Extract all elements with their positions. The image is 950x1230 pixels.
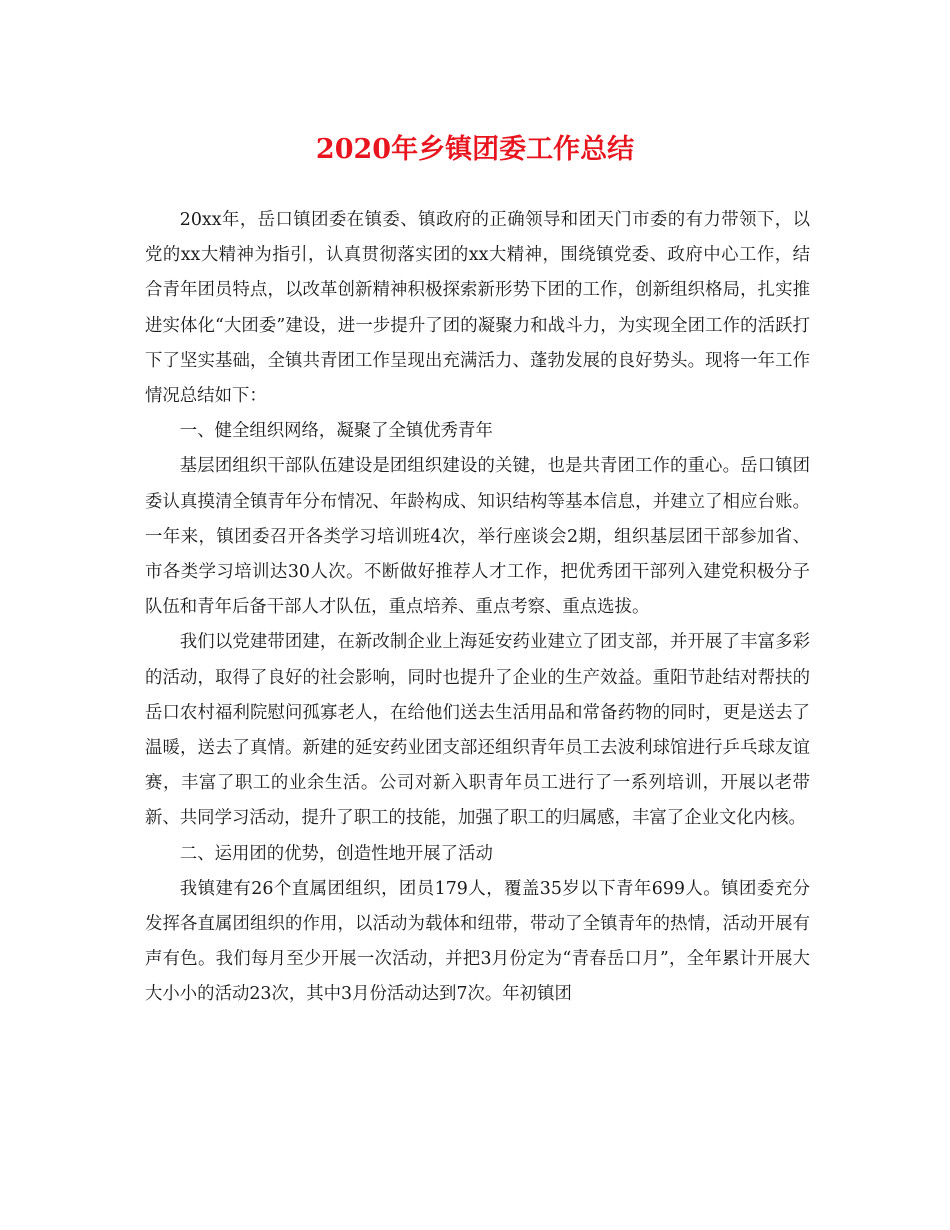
paragraph-intro: 20xx年，岳口镇团委在镇委、镇政府的正确领导和团天门市委的有力带领下，以党的xx大精神为指引，认真贯彻落实团的xx大精神，围绕镇党委、政府中心工作，结合青年团员特点，以改革创新精神积极探索新形势下团的工作，创新组织格局，扎实推进实体化“大团委”建设，进一步提升了团的凝聚力和战斗力，为实现全团工作的活跃打下了坚实基础，全镇共青团工作呈现出充满活力、蓬勃发展的良好势头。现将一年工作情况总结如下：: [145, 210, 810, 407]
document-title: 2020年乡镇团委工作总结: [315, 134, 635, 165]
paragraph-organization: 基层团组织干部队伍建设是团组织建设的关键，也是共青团工作的重心。岳口镇团委认真摸清全镇青年分布情况、年龄构成、知识结构等基本信息，并建立了相应台账。一年来，镇团委召开各类学习培训班4次，举行座谈会2期，组织基层团干部参加省、市各类学习培训达30人次。不断做好推荐人才工作，把优秀团干部列入建党积极分子队伍和青年后备干部人才队伍，重点培养、重点考察、重点选拔。: [145, 456, 810, 618]
paragraph-party-building: 我们以党建带团建，在新改制企业上海延安药业建立了团支部，并开展了丰富多彩的活动，取得了良好的社会影响，同时也提升了企业的生产效益。重阳节赴结对帮扶的岳口农村福利院慰问孤寡老人，在给他们送去生活用品和常备药物的同时，更是送去了温暖，送去了真情。新建的延安药业团支部还组织青年员工去波利球馆进行乒乓球友谊赛，丰富了职工的业余生活。公司对新入职青年员工进行了一系列培训，开展以老带新、共同学习活动，提升了职工的技能，加强了职工的归属感，丰富了企业文化内核。: [145, 632, 810, 829]
section-heading-1: 一、健全组织网络，凝聚了全镇优秀青年: [179, 421, 493, 442]
section-heading-2: 二、运用团的优势，创造性地开展了活动: [179, 843, 493, 864]
paragraph-activities: 我镇建有26个直属团组织，团员179人，覆盖35岁以下青年699人。镇团委充分发挥各直属团组织的作用，以活动为载体和纽带，带动了全镇青年的热情，活动开展有声有色。我们每月至少开展一次活动，并把3月份定为“青春岳口月”，全年累计开展大大小小的活动23次，其中3月份活动达到7次。年初镇团: [145, 878, 810, 1005]
document-body: [145, 203, 810, 1013]
